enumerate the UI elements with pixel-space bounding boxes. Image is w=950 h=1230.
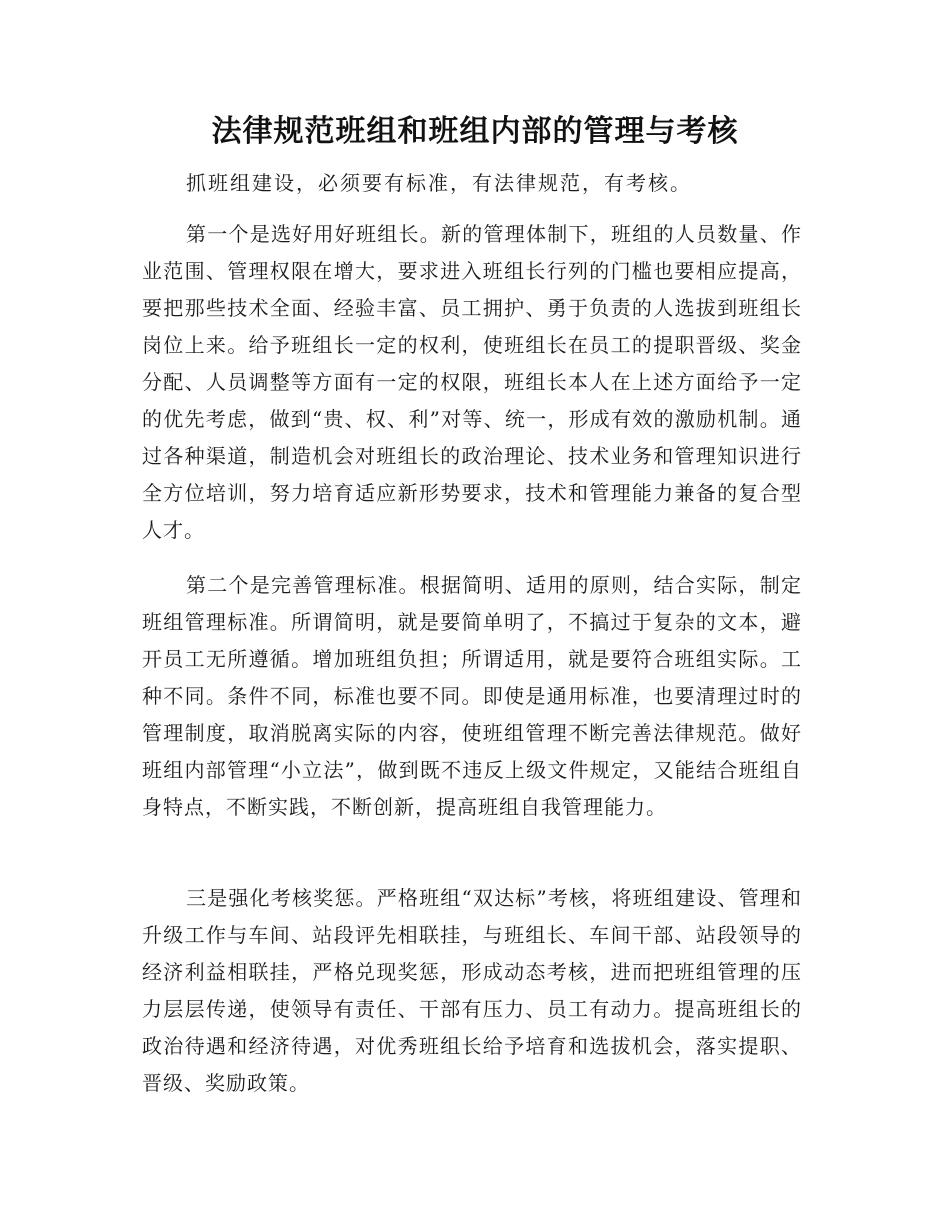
document-title: 法律规范班组和班组内部的管理与考核 — [211, 114, 739, 149]
lead-paragraph: 抓班组建设，必须要有标准，有法律规范，有考核。 — [186, 171, 692, 195]
paragraph-1: 第一个是选好用好班组长。新的管理体制下，班组的人员数量、作业范围、管理权限在增大，要求进入班组长行列的门槛也要相应提高，要把那些技术全面、经验丰富、员工拥护、勇于负责的人选拔到班组长岗位上来。给予班组长一定的权利，使班组长在员工的提职晋级、奖金分配、人员调整等方面有一定的权限，班组长本人在上述方面给予一定的优先考虑，做到“贵、权、利”对等、统一，形成有效的激励机制。通过各种渠道，制造机会对班组长的政治理论、技术业务和管理知识进行全方位培训，努力培育适应新形势要求，技术和管理能力兼备的复合型人才。 — [142, 222, 802, 542]
paragraph-2: 第二个是完善管理标准。根据简明、适用的原则，结合实际，制定班组管理标准。所谓简明，就是要简单明了，不搞过于复杂的文本，避开员工无所遵循。增加班组负担；所谓适用，就是要符合班组实际。工种不同。条件不同，标准也要不同。即使是通用标准，也要清理过时的管理制度，取消脱离实际的内容，使班组管理不断完善法律规范。做好班组内部管理“小立法”，做到既不违反上级文件规定，又能结合班组自身特点，不断实践，不断创新，提高班组自我管理能力。 — [142, 573, 802, 819]
paragraph-3: 三是强化考核奖惩。严格班组“双达标”考核，将班组建设、管理和升级工作与车间、站段评先相联挂，与班组长、车间干部、站段领导的经济利益相联挂，严格兑现奖惩，形成动态考核，进而把班组管理的压力层层传递，使领导有责任、干部有压力、员工有动力。提高班组长的政治待遇和经济待遇，对优秀班组长给予培育和选拔机会，落实提职、晋级、奖励政策。 — [142, 886, 802, 1095]
